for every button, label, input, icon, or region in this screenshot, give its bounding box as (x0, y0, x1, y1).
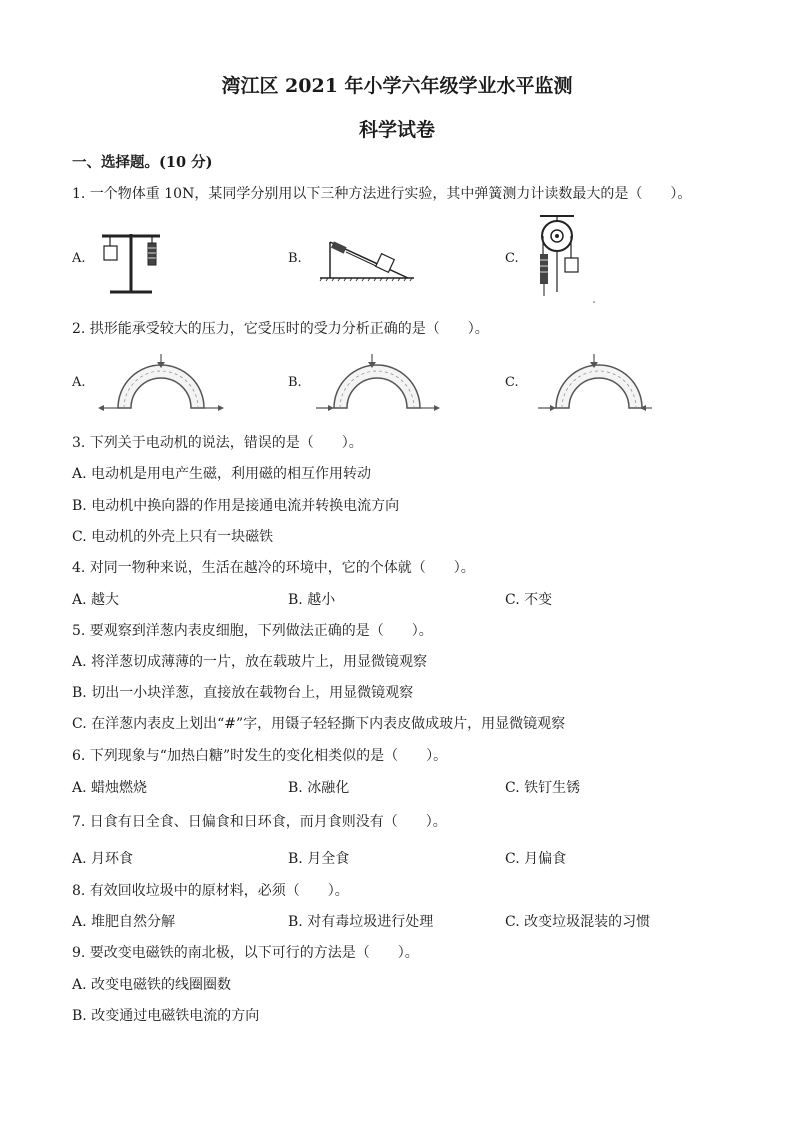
question-5-stem: 5. 要观察到洋葱内表皮细胞，下列做法正确的是（ ）。 (72, 623, 433, 639)
q1-option-a-label: A. (72, 251, 86, 266)
q1-option-c-label: C. (505, 251, 519, 266)
q6-option-b: B. 冰融化 (288, 780, 350, 796)
q7-option-c: C. 月偏食 (505, 851, 567, 867)
q4-option-a: A. 越大 (72, 592, 120, 608)
q9-option-a: A. 改变电磁铁的线圈圈数 (72, 977, 232, 993)
question-7-stem: 7. 日食有日全食、日偏食和日环食，而月食则没有（ ）。 (72, 814, 447, 830)
q7-option-a: A. 月环食 (72, 851, 134, 867)
question-2-stem: 2. 拱形能承受较大的压力，它受压时的受力分析正确的是（ ）。 (72, 321, 489, 337)
q5-option-b: B. 切出一小块洋葱，直接放在载物台上，用显微镜观察 (72, 685, 414, 701)
pulley-figure (534, 214, 600, 304)
q6-option-a: A. 蜡烛燃烧 (72, 780, 148, 796)
inclined-plane-figure (316, 232, 416, 282)
q9-option-b: B. 改变通过电磁铁电流的方向 (72, 1008, 260, 1024)
q4-option-c: C. 不变 (505, 592, 553, 608)
question-4-stem: 4. 对同一物种来说，生活在越冷的环境中，它的个体就（ ）。 (72, 560, 475, 576)
arch-force-diagram-a (96, 352, 226, 414)
lever-balance-figure (96, 228, 166, 298)
question-9-stem: 9. 要改变电磁铁的南北极，以下可行的方法是（ ）。 (72, 945, 419, 961)
q6-option-c: C. 铁钉生锈 (505, 780, 581, 796)
q3-option-a: A. 电动机是用电产生磁，利用磁的相互作用转动 (72, 466, 372, 482)
q3-option-b: B. 电动机中换向器的作用是接通电流并转换电流方向 (72, 498, 400, 514)
question-1-stem: 1. 一个物体重 10N，某同学分别用以下三种方法进行实验，其中弹簧测力计读数最大的是（ ）。 (72, 186, 692, 202)
arch-force-diagram-b (312, 352, 442, 414)
q1-option-b-label: B. (288, 251, 302, 266)
page-title: 湾江区 2021 年小学六年级学业水平监测 (221, 75, 573, 97)
question-8-stem: 8. 有效回收垃圾中的原材料，必须（ ）。 (72, 883, 349, 899)
question-6-stem: 6. 下列现象与“加热白糖”时发生的变化相类似的是（ ）。 (72, 748, 448, 764)
page-subtitle: 科学试卷 (358, 119, 435, 141)
question-3-stem: 3. 下列关于电动机的说法，错误的是（ ）。 (72, 435, 363, 451)
q5-option-c: C. 在洋葱内表皮上划出“#”字，用镊子轻轻撕下内表皮做成玻片，用显微镜观察 (72, 716, 566, 732)
section-heading: 一、选择题。(10 分) (72, 154, 213, 171)
q2-option-c-label: C. (505, 375, 519, 390)
q2-option-a-label: A. (72, 375, 86, 390)
arch-force-diagram-c (534, 352, 664, 414)
q8-option-a: A. 堆肥自然分解 (72, 914, 176, 930)
q5-option-a: A. 将洋葱切成薄薄的一片，放在载玻片上，用显微镜观察 (72, 654, 428, 670)
q3-option-c: C. 电动机的外壳上只有一块磁铁 (72, 529, 274, 545)
q8-option-b: B. 对有毒垃圾进行处理 (288, 914, 434, 930)
q7-option-b: B. 月全食 (288, 851, 350, 867)
q2-option-b-label: B. (288, 375, 302, 390)
q4-option-b: B. 越小 (288, 592, 336, 608)
q8-option-c: C. 改变垃圾混装的习惯 (505, 914, 651, 930)
